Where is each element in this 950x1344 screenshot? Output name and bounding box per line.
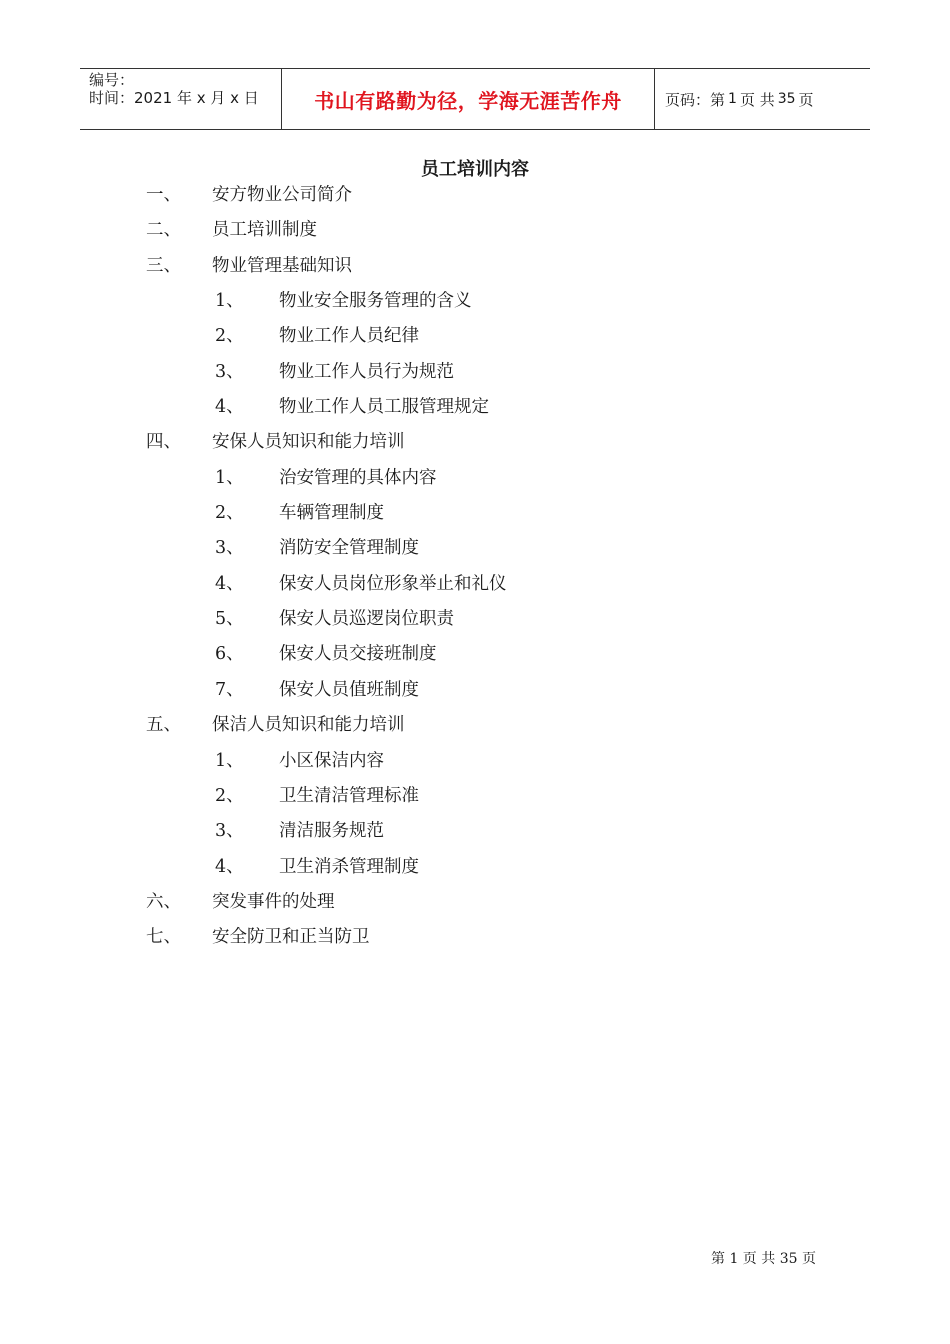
- outline-item-number: 1、: [215, 467, 244, 488]
- outline-subitem: [0, 564, 950, 599]
- outline-item-number: 2、: [215, 326, 244, 347]
- page-mid: 页 共: [739, 90, 775, 109]
- outline-item-text: 物业安全服务管理的含义: [279, 291, 472, 312]
- outline-item-text: 保洁人员知识和能力培训: [212, 715, 405, 736]
- outline-section: [0, 705, 950, 740]
- document-title: 员工培训内容: [421, 159, 529, 180]
- outline-item-number: 二、: [146, 220, 181, 241]
- outline-section: [0, 882, 950, 917]
- header-motto: 书山有路勤为径，学海无涯苦作舟: [282, 69, 655, 129]
- page-header: [80, 68, 870, 130]
- outline-item-text: 安方物业公司简介: [212, 185, 352, 205]
- outline-subitem: [0, 776, 950, 811]
- outline-item-number: 7、: [215, 679, 244, 700]
- document-time-label: 时间：2021 年 x 月 x 日: [89, 89, 259, 107]
- page-current: 1: [728, 91, 737, 107]
- outline-item-text: 卫生清洁管理标准: [279, 785, 419, 806]
- outline-subitem: [0, 847, 950, 882]
- outline-item-number: 三、: [146, 255, 181, 276]
- outline-item-text: 治安管理的具体内容: [279, 467, 437, 488]
- outline-subitem: [0, 811, 950, 846]
- outline-subitem: [0, 493, 950, 528]
- outline-section: [0, 917, 950, 952]
- outline-subitem: [0, 599, 950, 634]
- outline-subitem: [0, 316, 950, 351]
- outline-section: [0, 210, 950, 245]
- outline-subitem: [0, 458, 950, 493]
- document-number-label: 编号：: [89, 71, 135, 89]
- outline-item-number: 3、: [215, 538, 244, 559]
- outline-item-text: 物业管理基础知识: [212, 255, 352, 276]
- page-suffix: 页: [798, 90, 814, 109]
- outline-subitem: [0, 634, 950, 669]
- outline-item-text: 保安人员值班制度: [279, 679, 419, 700]
- outline-item-number: 4、: [215, 397, 244, 418]
- outline-subitem: [0, 281, 950, 316]
- outline-item-text: 物业工作人员纪律: [279, 326, 419, 347]
- outline-item-number: 四、: [146, 432, 181, 453]
- outline-item-number: 5、: [215, 609, 244, 630]
- outline-item-number: 1、: [215, 750, 244, 771]
- page-footer: 第 1 页 共 35 页: [711, 1251, 816, 1267]
- outline-item-text: 保安人员岗位形象举止和礼仪: [279, 573, 507, 594]
- outline-item-text: 员工培训制度: [212, 220, 317, 241]
- outline-item-text: 卫生消杀管理制度: [279, 856, 419, 877]
- outline-item-text: 保安人员巡逻岗位职责: [279, 609, 454, 630]
- outline-item-text: 突发事件的处理: [212, 891, 335, 912]
- outline-item-number: 七、: [146, 927, 181, 948]
- header-page-info: [655, 69, 870, 129]
- outline-item-number: 2、: [215, 785, 244, 806]
- outline-item-number: 五、: [146, 715, 181, 736]
- outline-item-number: 6、: [215, 644, 244, 665]
- outline-item-number: 4、: [215, 856, 244, 877]
- outline-section: [0, 422, 950, 457]
- outline-item-text: 保安人员交接班制度: [279, 644, 437, 665]
- outline-section: [0, 246, 950, 281]
- outline-item-number: 一、: [146, 185, 181, 205]
- outline-item-text: 安全防卫和正当防卫: [212, 927, 370, 948]
- outline-item-number: 4、: [215, 573, 244, 594]
- outline-item-number: 1、: [215, 291, 244, 312]
- outline-item-text: 消防安全管理制度: [279, 538, 419, 559]
- outline-subitem: [0, 528, 950, 563]
- outline-item-text: 车辆管理制度: [279, 503, 384, 524]
- outline-subitem: [0, 670, 950, 705]
- page-prefix: 页码：第: [665, 90, 726, 109]
- outline-item-number: 3、: [215, 821, 244, 842]
- outline-item-number: 3、: [215, 361, 244, 382]
- training-outline: [0, 175, 950, 953]
- header-meta: [80, 69, 282, 129]
- outline-section: [0, 175, 950, 210]
- outline-item-text: 物业工作人员工服管理规定: [279, 397, 489, 418]
- outline-subitem: [0, 741, 950, 776]
- outline-item-text: 安保人员知识和能力培训: [212, 432, 405, 453]
- outline-item-text: 小区保洁内容: [279, 750, 384, 771]
- outline-item-number: 2、: [215, 503, 244, 524]
- page-total: 35: [777, 91, 796, 107]
- outline-subitem: [0, 352, 950, 387]
- outline-subitem: [0, 387, 950, 422]
- outline-item-text: 清洁服务规范: [279, 821, 384, 842]
- outline-item-text: 物业工作人员行为规范: [279, 361, 454, 382]
- outline-item-number: 六、: [146, 891, 181, 912]
